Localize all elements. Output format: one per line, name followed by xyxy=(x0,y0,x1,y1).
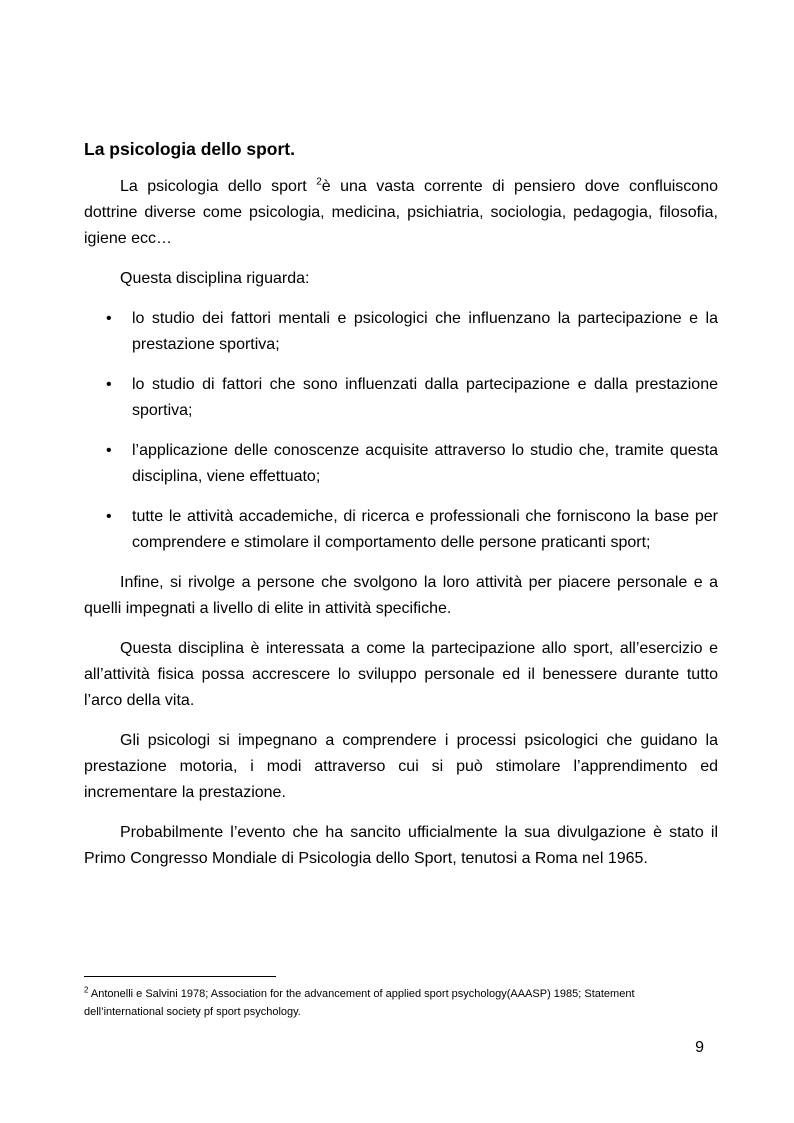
list-item xyxy=(84,372,718,424)
footnote-reference[interactable]: 2 xyxy=(316,176,322,188)
footnote-text: Antonelli e Salvini 1978; Association for the advancement of applied sport psychology(AAASP) 1985; Statement dell’international society pf sport psychology. xyxy=(84,988,635,1018)
intro-paragraph xyxy=(84,174,718,252)
body-paragraph: Probabilmente l’evento che ha sancito ufficialmente la sua divulgazione è stato il Primo Congresso Mondiale di Psicologia dello Sport, tenutosi a Roma nel 1965. xyxy=(84,824,718,867)
bullet-icon: • xyxy=(106,442,112,459)
bullet-icon: • xyxy=(106,310,112,327)
list-item xyxy=(84,504,718,556)
list-item-text: lo studio dei fattori mentali e psicologici che influenzano la partecipazione e la prestazione sportiva; xyxy=(132,310,718,353)
body-paragraph: Questa disciplina è interessata a come la partecipazione allo sport, all’esercizio e all’attività fisica possa accrescere lo sviluppo personale ed il benessere durante tutto l’arco della vita. xyxy=(84,640,718,709)
list-item-text: l’applicazione delle conoscenze acquisite attraverso lo studio che, tramite questa disciplina, viene effettuato; xyxy=(132,442,718,485)
footnote xyxy=(84,985,710,1021)
main-content xyxy=(84,136,718,886)
bullet-icon: • xyxy=(106,376,112,393)
list-intro-paragraph: Questa disciplina riguarda: xyxy=(120,270,310,287)
footnote-number: 2 xyxy=(84,985,89,995)
bullet-icon: • xyxy=(106,508,112,525)
footnote-divider xyxy=(84,976,276,977)
intro-text-before: La psicologia dello sport xyxy=(120,178,317,195)
section-title: La psicologia dello sport. xyxy=(84,139,295,159)
list-item xyxy=(84,438,718,490)
intro-text-after: è una vasta corrente di pensiero dove confluiscono dottrine diverse come psicologia, medicina, psichiatria, sociologia, pedagogia, filosofia, igiene ecc… xyxy=(84,178,718,247)
body-paragraph: Infine, si rivolge a persone che svolgono la loro attività per piacere personale e a quelli impegnati a livello di elite in attività specifiche. xyxy=(84,574,718,617)
list-item-text: tutte le attività accademiche, di ricerca e professionali che forniscono la base per comprendere e stimolare il comportamento delle persone praticanti sport; xyxy=(132,508,718,551)
body-paragraph: Gli psicologi si impegnano a comprendere i processi psicologici che guidano la prestazione motoria, i modi attraverso cui si può stimolare l’apprendimento ed incrementare la prestazione. xyxy=(84,732,718,801)
page-number: 9 xyxy=(695,1039,704,1056)
bullet-list xyxy=(84,306,718,556)
list-item xyxy=(84,306,718,358)
list-item-text: lo studio di fattori che sono influenzati dalla partecipazione e dalla prestazione sportiva; xyxy=(132,376,718,419)
